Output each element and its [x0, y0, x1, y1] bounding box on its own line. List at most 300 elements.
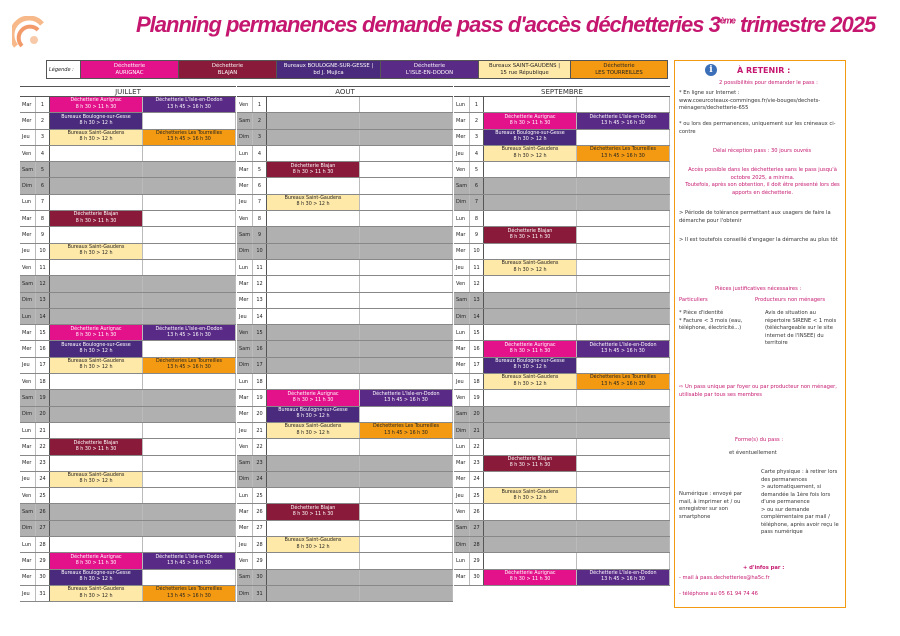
- permanence-slot: Bureaux Boulogne-sur-Gesse 8 h 30 > 12 h: [50, 113, 143, 128]
- empty-slot: [267, 358, 360, 373]
- empty-slot: [484, 537, 577, 552]
- day-number: 21: [36, 423, 50, 438]
- day-number: 5: [253, 162, 267, 177]
- day-row: [237, 211, 453, 227]
- weekday-label: Sam: [237, 570, 253, 585]
- day-number: 14: [253, 309, 267, 324]
- day-number: 5: [470, 162, 484, 177]
- day-number: 16: [36, 341, 50, 356]
- day-number: 22: [253, 439, 267, 454]
- day-number: 11: [36, 260, 50, 275]
- day-number: 21: [253, 423, 267, 438]
- day-row: [20, 374, 236, 390]
- empty-slot: [50, 521, 143, 536]
- day-row: [454, 146, 670, 162]
- unique-pass-text: ⇨ Un pass unique par foyer ou par producteur non ménager, utilisable par tous ses membres: [679, 384, 837, 398]
- weekday-label: Dim: [20, 407, 36, 422]
- month-title: SEPTEMBRE: [454, 87, 670, 97]
- weekday-label: Lun: [237, 146, 253, 161]
- empty-slot: [143, 113, 236, 128]
- day-number: 16: [470, 341, 484, 356]
- empty-slot: [267, 553, 360, 568]
- day-number: 17: [36, 358, 50, 373]
- empty-slot: [267, 472, 360, 487]
- weekday-label: Jeu: [454, 146, 470, 161]
- day-number: 13: [470, 293, 484, 308]
- empty-slot: [143, 162, 236, 177]
- day-number: 2: [253, 113, 267, 128]
- empty-slot: [267, 570, 360, 585]
- permanence-slot: Déchetterie L'Isle-en-Dodon 13 h 45 > 16 h 30: [360, 390, 453, 405]
- day-number: 11: [253, 260, 267, 275]
- info-icon: i: [705, 64, 717, 76]
- day-number: 16: [253, 341, 267, 356]
- weekday-label: Lun: [237, 488, 253, 503]
- empty-slot: [360, 570, 453, 585]
- month-title: JUILLET: [20, 87, 236, 97]
- weekday-label: Mar: [454, 113, 470, 128]
- day-row: [20, 570, 236, 586]
- weekday-label: Lun: [237, 374, 253, 389]
- day-number: 1: [470, 97, 484, 112]
- day-number: 12: [36, 276, 50, 291]
- weekday-label: Mer: [454, 244, 470, 259]
- empty-slot: [50, 423, 143, 438]
- weekday-label: Ven: [20, 146, 36, 161]
- weekday-label: Ven: [237, 553, 253, 568]
- empty-slot: [577, 276, 670, 291]
- day-row: [20, 113, 236, 129]
- day-row: [237, 97, 453, 113]
- weekday-label: Mar: [237, 162, 253, 177]
- empty-slot: [50, 456, 143, 471]
- permanence-slot: Bureaux Saint-Gaudens 8 h 30 > 12 h: [484, 260, 577, 275]
- day-row: [454, 162, 670, 178]
- day-number: 7: [470, 195, 484, 210]
- permanence-slot: Bureaux Saint-Gaudens 8 h 30 > 12 h: [484, 488, 577, 503]
- permanence-slot: Bureaux Saint-Gaudens 8 h 30 > 12 h: [50, 130, 143, 145]
- day-row: [237, 130, 453, 146]
- day-row: [237, 244, 453, 260]
- weekday-label: Dim: [237, 244, 253, 259]
- permanence-slot: Déchetterie L'Isle-en-Dodon 13 h 45 > 16 h 30: [577, 341, 670, 356]
- day-row: [20, 195, 236, 211]
- day-number: 24: [253, 472, 267, 487]
- empty-slot: [484, 211, 577, 226]
- empty-slot: [143, 439, 236, 454]
- empty-slot: [360, 586, 453, 601]
- day-row: [237, 537, 453, 553]
- day-row: [454, 439, 670, 455]
- day-row: [237, 586, 453, 602]
- day-number: 8: [36, 211, 50, 226]
- weekday-label: Ven: [454, 390, 470, 405]
- day-row: [20, 586, 236, 602]
- weekday-label: Mer: [237, 293, 253, 308]
- day-row: [20, 504, 236, 520]
- weekday-label: Mer: [237, 521, 253, 536]
- weekday-label: Dim: [454, 195, 470, 210]
- day-number: 10: [36, 244, 50, 259]
- weekday-label: Mar: [454, 227, 470, 242]
- day-number: 25: [253, 488, 267, 503]
- empty-slot: [50, 374, 143, 389]
- weekday-label: Mer: [454, 358, 470, 373]
- empty-slot: [577, 195, 670, 210]
- empty-slot: [484, 553, 577, 568]
- empty-slot: [484, 390, 577, 405]
- day-number: 9: [36, 227, 50, 242]
- day-row: [20, 341, 236, 357]
- empty-slot: [484, 97, 577, 112]
- day-number: 26: [470, 504, 484, 519]
- day-number: 29: [36, 553, 50, 568]
- day-row: [237, 374, 453, 390]
- day-row: [20, 260, 236, 276]
- empty-slot: [360, 227, 453, 242]
- day-number: 22: [470, 439, 484, 454]
- day-number: 4: [36, 146, 50, 161]
- legend-boulogne: Bureaux BOULOGNE-SUR-GESSE | bd J. Mujica: [277, 61, 381, 78]
- day-row: [20, 146, 236, 162]
- day-row: [237, 309, 453, 325]
- empty-slot: [50, 537, 143, 552]
- weekday-label: Sam: [20, 504, 36, 519]
- weekday-label: Lun: [454, 211, 470, 226]
- empty-slot: [267, 146, 360, 161]
- day-number: 15: [36, 325, 50, 340]
- day-number: 28: [253, 537, 267, 552]
- weekday-label: Sam: [237, 456, 253, 471]
- empty-slot: [143, 504, 236, 519]
- day-number: 17: [253, 358, 267, 373]
- delai-text: Délai réception pass : 30 jours ouvrés: [713, 148, 812, 154]
- day-number: 15: [253, 325, 267, 340]
- legend: [46, 60, 668, 79]
- permanence-slot: Bureaux Saint-Gaudens 8 h 30 > 12 h: [484, 146, 577, 161]
- day-number: 20: [470, 407, 484, 422]
- logo-icon: [12, 16, 46, 50]
- empty-slot: [267, 586, 360, 601]
- day-row: [237, 260, 453, 276]
- day-row: [237, 276, 453, 292]
- day-number: 17: [470, 358, 484, 373]
- day-row: [237, 146, 453, 162]
- permanence-slot: Déchetteries Les Tourreilles 13 h 45 > 16 h 30: [360, 423, 453, 438]
- weekday-label: Dim: [454, 537, 470, 552]
- day-number: 19: [470, 390, 484, 405]
- empty-slot: [143, 178, 236, 193]
- empty-slot: [360, 407, 453, 422]
- weekday-label: Mar: [454, 341, 470, 356]
- day-row: [20, 293, 236, 309]
- day-row: [20, 227, 236, 243]
- empty-slot: [267, 276, 360, 291]
- empty-slot: [143, 488, 236, 503]
- legend-saint-gaudens: Bureaux SAINT-GAUDENS | 15 rue République: [479, 61, 571, 78]
- day-row: [20, 358, 236, 374]
- day-row: [237, 423, 453, 439]
- day-row: [454, 178, 670, 194]
- empty-slot: [267, 521, 360, 536]
- day-number: 23: [470, 456, 484, 471]
- day-number: 23: [253, 456, 267, 471]
- day-row: [20, 521, 236, 537]
- empty-slot: [577, 211, 670, 226]
- empty-slot: [360, 358, 453, 373]
- empty-slot: [577, 488, 670, 503]
- empty-slot: [360, 439, 453, 454]
- weekday-label: Ven: [237, 439, 253, 454]
- intro-text: 2 possibilités pour demander le pass :: [719, 80, 818, 86]
- day-row: [237, 341, 453, 357]
- retenir-title: À RETENIR :: [737, 66, 791, 75]
- weekday-label: Jeu: [237, 309, 253, 324]
- day-row: [454, 293, 670, 309]
- weekday-label: Ven: [454, 504, 470, 519]
- permanence-slot: Déchetterie L'Isle-en-Dodon 13 h 45 > 16 h 30: [577, 570, 670, 585]
- day-row: [454, 570, 670, 586]
- empty-slot: [360, 341, 453, 356]
- day-row: [237, 178, 453, 194]
- phone-text[interactable]: - téléphone au 05 61 94 74 46: [679, 591, 758, 597]
- day-number: 14: [470, 309, 484, 324]
- permanence-slot: Bureaux Saint-Gaudens 8 h 30 > 12 h: [50, 244, 143, 259]
- weekday-label: Mar: [237, 276, 253, 291]
- empty-slot: [50, 260, 143, 275]
- permanence-slot: Déchetteries Les Tourreilles 13 h 45 > 16 h 30: [577, 146, 670, 161]
- particuliers-text: * Pièce d'identité * Facture < 3 mois (eau, téléphone, électricité...): [679, 310, 743, 332]
- forme-sub: et éventuellement: [729, 450, 777, 456]
- empty-slot: [484, 195, 577, 210]
- day-row: [20, 325, 236, 341]
- day-row: [454, 276, 670, 292]
- empty-slot: [267, 293, 360, 308]
- empty-slot: [577, 521, 670, 536]
- legend-isle-en-dodon: Déchetterie L'ISLE-EN-DODON: [381, 61, 479, 78]
- weekday-label: Lun: [454, 553, 470, 568]
- empty-slot: [360, 374, 453, 389]
- permanence-slot: Déchetteries Les Tourreilles 13 h 45 > 16 h 30: [577, 374, 670, 389]
- permanence-slot: Déchetterie Blajan 8 h 30 > 11 h 30: [267, 504, 360, 519]
- legend-blajan: Déchetterie BLAJAN: [179, 61, 277, 78]
- empty-slot: [143, 309, 236, 324]
- day-number: 18: [470, 374, 484, 389]
- empty-slot: [143, 423, 236, 438]
- day-row: [454, 130, 670, 146]
- weekday-label: Sam: [454, 178, 470, 193]
- weekday-label: Jeu: [20, 244, 36, 259]
- empty-slot: [50, 309, 143, 324]
- day-number: 29: [253, 553, 267, 568]
- day-row: [20, 488, 236, 504]
- permanence-slot: Bureaux Saint-Gaudens 8 h 30 > 12 h: [484, 374, 577, 389]
- day-number: 2: [36, 113, 50, 128]
- weekday-label: Sam: [237, 341, 253, 356]
- permanence-slot: Déchetterie Blajan 8 h 30 > 11 h 30: [50, 439, 143, 454]
- weekday-label: Lun: [20, 195, 36, 210]
- permanences-text: * ou lors des permanences, uniquement sur les créneaux ci-contre: [679, 121, 836, 135]
- weekday-label: Dim: [237, 130, 253, 145]
- permanence-slot: Déchetterie Aurignac 8 h 30 > 11 h 30: [50, 97, 143, 112]
- empty-slot: [267, 244, 360, 259]
- day-row: [20, 390, 236, 406]
- permanence-slot: Déchetterie Aurignac 8 h 30 > 11 h 30: [484, 570, 577, 585]
- empty-slot: [360, 162, 453, 177]
- empty-slot: [267, 130, 360, 145]
- day-row: [20, 130, 236, 146]
- day-row: [20, 309, 236, 325]
- day-number: 28: [36, 537, 50, 552]
- empty-slot: [143, 341, 236, 356]
- empty-slot: [50, 390, 143, 405]
- weekday-label: Lun: [454, 97, 470, 112]
- day-number: 5: [36, 162, 50, 177]
- weekday-label: Mer: [20, 570, 36, 585]
- permanence-slot: Déchetterie L'Isle-en-Dodon 13 h 45 > 16 h 30: [143, 97, 236, 112]
- empty-slot: [577, 244, 670, 259]
- day-row: [237, 504, 453, 520]
- empty-slot: [577, 439, 670, 454]
- day-number: 3: [36, 130, 50, 145]
- day-row: [20, 162, 236, 178]
- conseil-text: > Il est toutefois conseillé d'engager la démarche au plus tôt: [679, 237, 838, 243]
- empty-slot: [577, 130, 670, 145]
- empty-slot: [577, 162, 670, 177]
- empty-slot: [267, 374, 360, 389]
- weekday-label: Dim: [20, 521, 36, 536]
- weekday-label: Lun: [20, 309, 36, 324]
- empty-slot: [143, 456, 236, 471]
- permanence-slot: Déchetterie Blajan 8 h 30 > 11 h 30: [484, 456, 577, 471]
- day-number: 31: [253, 586, 267, 601]
- weekday-label: Mar: [20, 439, 36, 454]
- weekday-label: Mer: [454, 130, 470, 145]
- day-number: 7: [36, 195, 50, 210]
- empty-slot: [577, 260, 670, 275]
- empty-slot: [267, 97, 360, 112]
- empty-slot: [360, 456, 453, 471]
- empty-slot: [267, 309, 360, 324]
- empty-slot: [143, 293, 236, 308]
- day-row: [454, 113, 670, 129]
- empty-slot: [360, 472, 453, 487]
- day-number: 27: [253, 521, 267, 536]
- permanence-slot: Déchetteries Les Tourreilles 13 h 45 > 16 h 30: [143, 358, 236, 373]
- permanence-slot: Déchetterie Aurignac 8 h 30 > 11 h 30: [484, 341, 577, 356]
- day-row: [454, 488, 670, 504]
- day-number: 13: [36, 293, 50, 308]
- day-row: [237, 113, 453, 129]
- empty-slot: [267, 439, 360, 454]
- empty-slot: [267, 341, 360, 356]
- day-row: [237, 472, 453, 488]
- day-number: 23: [36, 456, 50, 471]
- day-number: 4: [253, 146, 267, 161]
- weekday-label: Lun: [237, 260, 253, 275]
- empty-slot: [360, 113, 453, 128]
- empty-slot: [143, 227, 236, 242]
- weekday-label: Mer: [20, 341, 36, 356]
- empty-slot: [360, 244, 453, 259]
- empty-slot: [50, 293, 143, 308]
- empty-slot: [360, 211, 453, 226]
- empty-slot: [267, 113, 360, 128]
- day-row: [454, 472, 670, 488]
- day-number: 25: [36, 488, 50, 503]
- day-row: [20, 211, 236, 227]
- day-number: 4: [470, 146, 484, 161]
- empty-slot: [577, 97, 670, 112]
- empty-slot: [577, 309, 670, 324]
- permanence-slot: Bureaux Boulogne-sur-Gesse 8 h 30 > 12 h: [484, 358, 577, 373]
- day-row: [20, 472, 236, 488]
- weekday-label: Sam: [454, 407, 470, 422]
- weekday-label: Ven: [237, 97, 253, 112]
- day-number: 21: [470, 423, 484, 438]
- day-row: [454, 358, 670, 374]
- weekday-label: Mer: [20, 227, 36, 242]
- permanence-slot: Bureaux Saint-Gaudens 8 h 30 > 12 h: [50, 586, 143, 601]
- empty-slot: [143, 570, 236, 585]
- empty-slot: [360, 195, 453, 210]
- periode-text: > Période de tolérance permettant aux usagers de faire la démarche pour l'obtenir: [679, 210, 831, 224]
- day-row: [237, 456, 453, 472]
- weekday-label: Mar: [20, 97, 36, 112]
- day-number: 7: [253, 195, 267, 210]
- weekday-label: Dim: [454, 309, 470, 324]
- permanence-slot: Déchetterie L'Isle-en-Dodon 13 h 45 > 16 h 30: [143, 325, 236, 340]
- month-septembre: [454, 86, 670, 586]
- empty-slot: [50, 227, 143, 242]
- day-row: [20, 244, 236, 260]
- empty-slot: [484, 521, 577, 536]
- empty-slot: [267, 325, 360, 340]
- day-number: 6: [253, 178, 267, 193]
- weekday-label: Jeu: [237, 537, 253, 552]
- infos-title: + d'infos par :: [743, 565, 785, 571]
- weekday-label: Lun: [454, 325, 470, 340]
- day-row: [454, 227, 670, 243]
- empty-slot: [143, 390, 236, 405]
- permanence-slot: Déchetterie Blajan 8 h 30 > 11 h 30: [50, 211, 143, 226]
- day-row: [454, 195, 670, 211]
- weekday-label: Jeu: [20, 358, 36, 373]
- empty-slot: [484, 423, 577, 438]
- empty-slot: [577, 227, 670, 242]
- empty-slot: [484, 293, 577, 308]
- month-aout: [237, 86, 453, 602]
- day-row: [454, 341, 670, 357]
- mail-text[interactable]: - mail à pass.dechetteries@ha5c.fr: [679, 575, 770, 581]
- weekday-label: Dim: [237, 472, 253, 487]
- weekday-label: Ven: [20, 260, 36, 275]
- online-text: * En ligne sur Internet : www.coeurcoteaux-comminges.fr/vie-bouges/dechets-ménagers/dechetterie-655: [679, 90, 821, 112]
- empty-slot: [50, 146, 143, 161]
- day-row: [454, 537, 670, 553]
- empty-slot: [143, 374, 236, 389]
- day-number: 18: [253, 374, 267, 389]
- day-number: 28: [470, 537, 484, 552]
- empty-slot: [484, 276, 577, 291]
- empty-slot: [143, 407, 236, 422]
- empty-slot: [360, 553, 453, 568]
- weekday-label: Lun: [454, 439, 470, 454]
- empty-slot: [50, 276, 143, 291]
- day-row: [454, 504, 670, 520]
- day-number: 27: [470, 521, 484, 536]
- day-row: [454, 521, 670, 537]
